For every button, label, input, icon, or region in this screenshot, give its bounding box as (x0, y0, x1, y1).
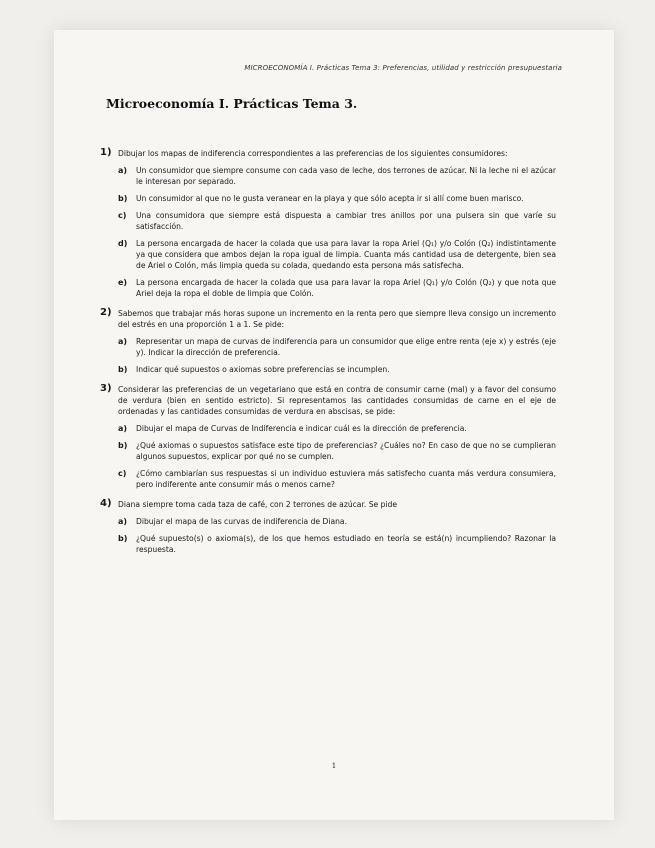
exercise-statement: Dibujar los mapas de indiferencia correspondientes a las preferencias de los siguientes consumidores: (118, 149, 508, 158)
subitem-letter: b) (118, 441, 128, 450)
exercise-subitem (118, 277, 556, 299)
exercise-3 (100, 384, 556, 490)
exercise-list (100, 148, 556, 560)
subitem-text: Dibujar el mapa de las curvas de indiferencia de Diana. (136, 517, 347, 526)
document-page (54, 30, 614, 820)
exercise-statement: Diana siempre toma cada taza de café, con 2 terrones de azúcar. Se pide (118, 500, 398, 509)
exercise-subitem (118, 238, 556, 271)
subitem-text: Una consumidora que siempre está dispuesta a cambiar tres anillos por una pulsera sin que varíe su satisfacción. (136, 211, 556, 231)
subitem-text: ¿Qué supuesto(s) o axioma(s), de los que hemos estudiado en teoría se está(n) incumpliendo? Razonar la respuesta. (136, 534, 556, 554)
subitem-text: La persona encargada de hacer la colada que usa para lavar la ropa Ariel (Q₁) y/o Colón (Q₂) indistintamente ya que considera que ambos dejan la ropa igual de limpia. Cuanta más cantidad usa de detergente, bien sea de Ariel o Colón, más limpia queda su colada, quedando esta persona más satisfecha. (136, 239, 556, 270)
exercise-subitem (118, 364, 556, 375)
subitem-letter: b) (118, 534, 128, 543)
subitem-text: ¿Qué axiomas o supuestos satisface este tipo de preferencias? ¿Cuáles no? En caso de que no se cumplieran algunos supuestos, explicar por qué no se cumplen. (136, 441, 556, 461)
subitem-letter: a) (118, 424, 128, 433)
subitem-text: Dibujar el mapa de Curvas de Indiferencia e indicar cuál es la dirección de preferencia. (136, 424, 467, 433)
running-header: MICROECONOMÍA I. Prácticas Tema 3: Preferencias, utilidad y restricción presupuestaria (244, 64, 562, 72)
exercise-subitem (118, 210, 556, 232)
page-number: 1 (331, 762, 337, 770)
subitem-text: ¿Cómo cambiarían sus respuestas si un individuo estuviera más satisfecho cuanta más verdura consumiera, pero indiferente ante consumir más o menos carne? (136, 469, 556, 489)
exercise-statement: Sabemos que trabajar más horas supone un incremento en la renta pero que siempre lleva consigo un incremento del estrés en una proporción 1 a 1. Se pide: (118, 309, 556, 329)
exercise-subitem (118, 193, 556, 204)
exercise-subitem (118, 468, 556, 490)
subitem-text: Representar un mapa de curvas de indiferencia para un consumidor que elige entre renta (eje x) y estrés (eje y). Indicar la dirección de preferencia. (136, 337, 556, 357)
subitem-letter: e) (118, 278, 128, 287)
exercise-subitem (118, 165, 556, 187)
subitem-text: Un consumidor que siempre consume con cada vaso de leche, dos terrones de azúcar. Ni la leche ni el azúcar le interesan por separado. (136, 166, 556, 186)
page-title: Microeconomía I. Prácticas Tema 3. (106, 96, 358, 111)
subitem-letter: b) (118, 365, 128, 374)
subitem-text: La persona encargada de hacer la colada que usa para lavar la ropa Ariel (Q₁) y/o Colón (Q₂) y que nota que Ariel deja la ropa el doble de limpia que Colón. (136, 278, 556, 298)
subitem-letter: c) (118, 469, 127, 478)
subitem-letter: a) (118, 517, 128, 526)
exercise-subitem (118, 423, 556, 434)
exercise-statement: Considerar las preferencias de un vegetariano que está en contra de consumir carne (mal) y a favor del consumo de verdura (bien en sentido estricto). Si representamos las cantidades consumidas de carne en el eje de ordenadas y las cantidades consumidas de verdura en abscisas, se pide: (118, 385, 556, 416)
exercise-4 (100, 499, 556, 555)
subitem-letter: b) (118, 194, 128, 203)
subitem-letter: d) (118, 239, 128, 248)
subitem-text: Indicar qué supuestos o axiomas sobre preferencias se incumplen. (136, 365, 390, 374)
exercise-number: 2) (100, 307, 112, 318)
exercise-subitem (118, 533, 556, 555)
exercise-1 (100, 148, 556, 299)
exercise-subitem (118, 516, 556, 527)
subitem-text: Un consumidor al que no le gusta veranear en la playa y que sólo acepta ir si allí come buen marisco. (136, 194, 524, 203)
subitem-letter: c) (118, 211, 127, 220)
exercise-number: 1) (100, 147, 112, 158)
exercise-number: 4) (100, 498, 112, 509)
subitem-letter: a) (118, 166, 128, 175)
subitem-letter: a) (118, 337, 128, 346)
exercise-subitem (118, 440, 556, 462)
exercise-number: 3) (100, 383, 112, 394)
exercise-2 (100, 308, 556, 375)
exercise-subitem (118, 336, 556, 358)
